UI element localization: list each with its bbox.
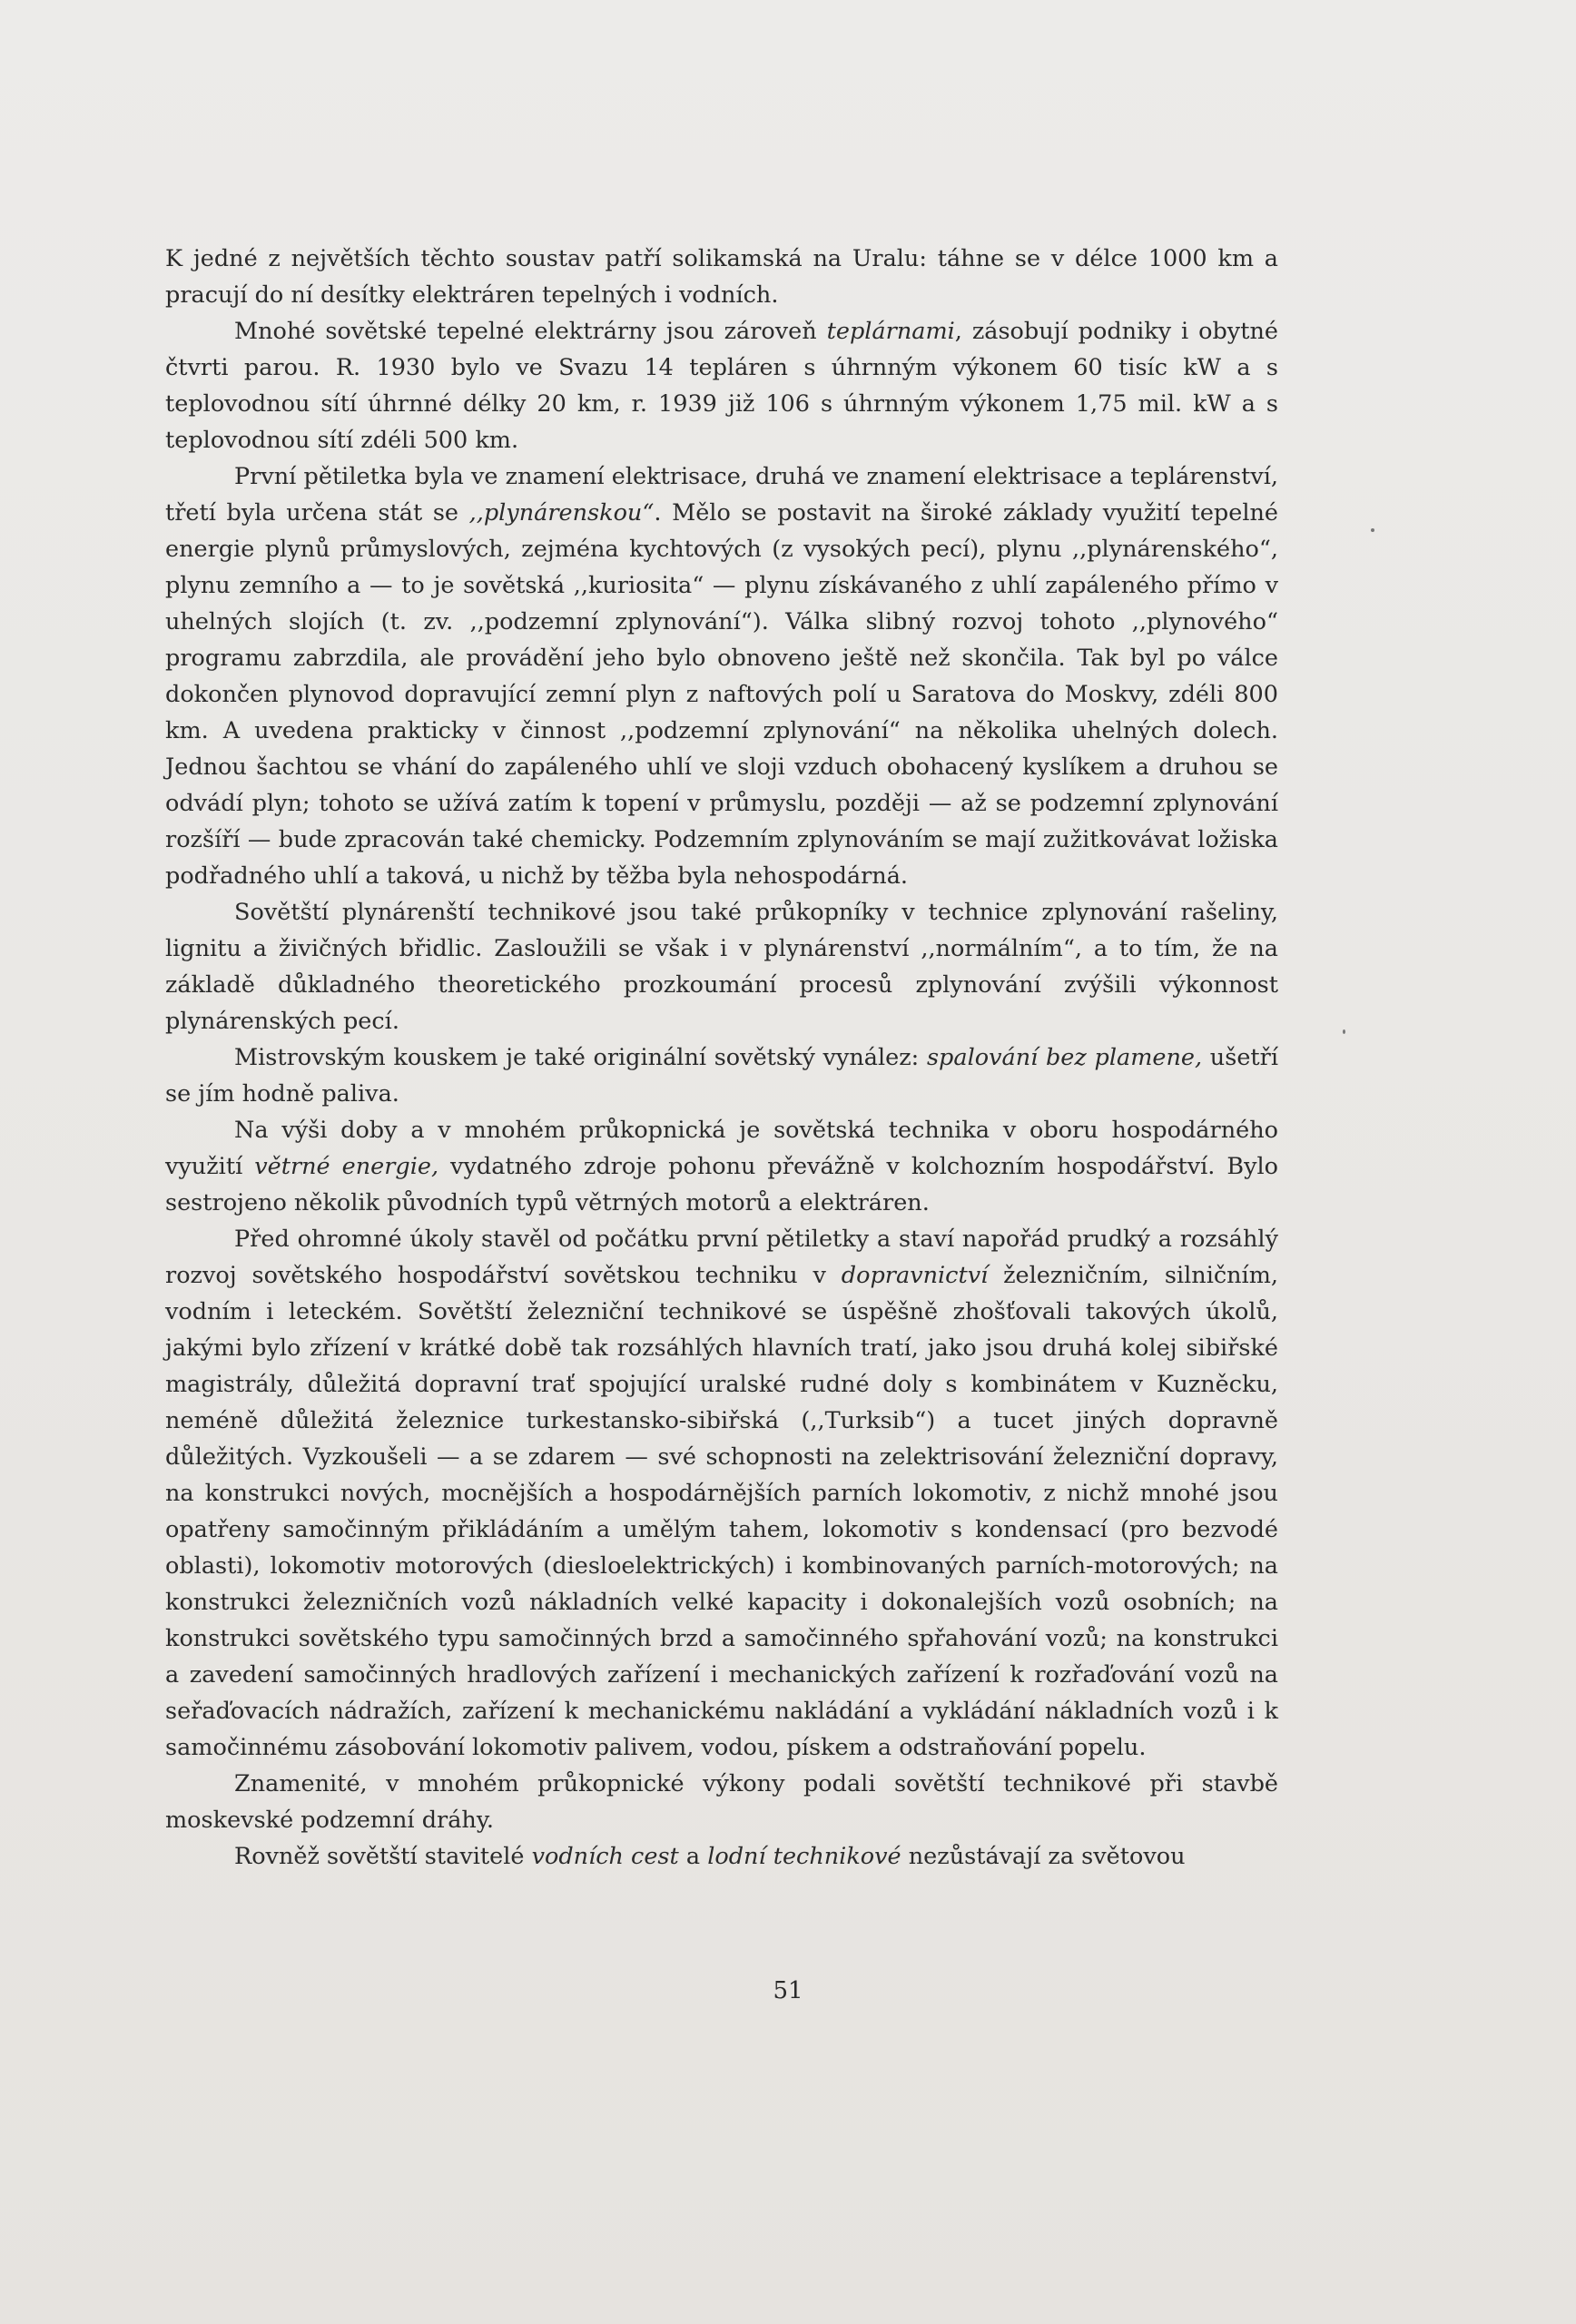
italic-text: spalování bez plamene, xyxy=(926,1044,1203,1071)
text-run: Rovněž sovětští stavitelé xyxy=(234,1843,532,1870)
paper-speck xyxy=(1343,1029,1345,1034)
text-run: Sovětští plynárenští technikové jsou také průkopníky v technice zplynování rašeliny, lignitu a živičných břidlic. Zasloužili se však i v plynárenství ,,normálním“, a to tím, že na základě důkladného theoretického prozkoumání procesů zplynování zvýšili výkonnost plynárenských pecí. xyxy=(165,899,1278,1035)
page-number: 51 xyxy=(773,1977,803,2004)
paragraph xyxy=(165,1112,1278,1221)
italic-text: lodní technikové xyxy=(707,1843,901,1870)
text-run: , zásobují podniky i obytné čtvrti parou. R. 1930 bylo ve Svazu 14 tepláren s úhrnným výkonem 60 tisíc kW a s teplovodnou sítí úhrnné délky 20 km, r. 1939 již 106 s úhrnným výkonem 1,75 mil. kW a s teplovodnou sítí zdéli 500 km. xyxy=(165,318,1278,454)
italic-text: ,,plynárenskou“ xyxy=(468,499,655,527)
paragraph xyxy=(165,313,1278,458)
paragraph xyxy=(165,1221,1278,1766)
text-run: Znamenité, v mnohém průkopnické výkony podali sovětští technikové při stavbě moskevské podzemní dráhy. xyxy=(165,1770,1278,1834)
text-run: a xyxy=(678,1843,708,1870)
paragraph xyxy=(165,458,1278,894)
paragraph xyxy=(165,1766,1278,1838)
text-run: Na výši doby a v mnohém průkopnická je sovětská technika v oboru hospodárného využití xyxy=(165,1117,1278,1180)
text-run: nezůstávají za světovou xyxy=(901,1843,1186,1870)
text-run: K jedné z největších těchto soustav patří solikamská na Uralu: táhne se v délce 1000 km a pracují do ní desítky elektráren tepelných i vodních. xyxy=(165,245,1278,309)
text-run: . Mělo se postavit na široké základy využití tepelné energie plynů průmyslových, zejména kychtových (z vysokých pecí), plynu ,,plynárenského“, plynu zemního a — to je sovětská ,,kuriosita“ — plynu získávaného z uhlí zapáleného přímo v uhelných slojích (t. zv. ,,podzemní zplynování“). Válka slibný rozvoj tohoto ,,plynového“ programu zabrzdila, ale provádění jeho bylo obnoveno ještě než skončila. Tak byl po válce dokončen plynovod dopravující zemní plyn z naftových polí u Saratova do Moskvy, zdéli 800 km. A uvedena prakticky v činnost ,,podzemní zplynování“ na několika uhelných dolech. Jednou šachtou se vhání do zapáleného uhlí ve sloji vzduch obohacený kyslíkem a druhou se odvádí plyn; tohoto se užívá zatím k topení v průmyslu, později — až se podzemní zplynování rozšíří — bude zpracován také chemicky. Podzemním zplynováním se mají zužitkovávat ložiska podřadného uhlí a taková, u nichž by těžba byla nehospodárná. xyxy=(165,499,1278,890)
text-run: Mistrovským kouskem je také originální sovětský vynález: xyxy=(234,1044,927,1071)
italic-text: teplárnami xyxy=(826,318,955,345)
paragraph xyxy=(165,1039,1278,1112)
paragraph xyxy=(165,894,1278,1039)
paper-speck xyxy=(1371,528,1374,532)
paragraph xyxy=(165,1838,1278,1875)
text-run: Mnohé sovětské tepelné elektrárny jsou zároveň xyxy=(234,318,827,345)
text-run: Před ohromné úkoly stavěl od počátku první pětiletky a staví napořád prudký a rozsáhlý rozvoj sovětského hospodářství sovětskou techniku v xyxy=(165,1226,1278,1289)
italic-text: větrné energie, xyxy=(254,1153,439,1180)
text-run: vydatného zdroje pohonu převážně v kolchozním hospodářství. Bylo sestrojeno několik původních typů větrných motorů a elektráren. xyxy=(165,1153,1278,1216)
paragraph xyxy=(165,241,1278,313)
text-run: ušetří se jím hodně paliva. xyxy=(165,1044,1278,1108)
text-run: železničním, silničním, vodním i leteckém. Sovětští železniční technikové se úspěšně zhošťovali takových úkolů, jakými bylo zřízení v krátké době tak rozsáhlých hlavních tratí, jako jsou druhá kolej sibiřské magistrály, důležitá dopravní trať spojující uralské rudné doly s kombinátem v Kuzněcku, neméně důležitá železnice turkestansko-sibiřská (,,Turksib“) a tucet jiných dopravně důležitých. Vyzkoušeli — a se zdarem — své schopnosti na zelektrisování železniční dopravy, na konstrukci nových, mocnějších a hospodárnějších parních lokomotiv, z nichž mnohé jsou opatřeny samočinným přikládáním a umělým tahem, lokomotiv s kondensací (pro bezvodé oblasti), lokomotiv motorových (diesloelektrických) i kombinovaných parních-motorových; na konstrukci železničních vozů nákladních velké kapacity i dokonalejších vozů osobních; na konstrukci sovětského typu samočinných brzd a samočinného spřahování vozů; na konstrukci a zavedení samočinných hradlových zařízení i mechanických zařízení k rozřaďování vozů na seřaďovacích nádražích, zařízení k mechanickému nakládání a vykládání nákladních vozů i k samočinnému zásobování lokomotiv palivem, vodou, pískem a odstraňování popelu. xyxy=(165,1262,1278,1761)
text-run: První pětiletka byla ve znamení elektrisace, druhá ve znamení elektrisace a teplárenství, třetí byla určena stát se xyxy=(165,463,1278,527)
body-text xyxy=(165,241,1278,1875)
italic-text: vodních cest xyxy=(531,1843,679,1870)
italic-text: dopravnictví xyxy=(841,1262,989,1289)
